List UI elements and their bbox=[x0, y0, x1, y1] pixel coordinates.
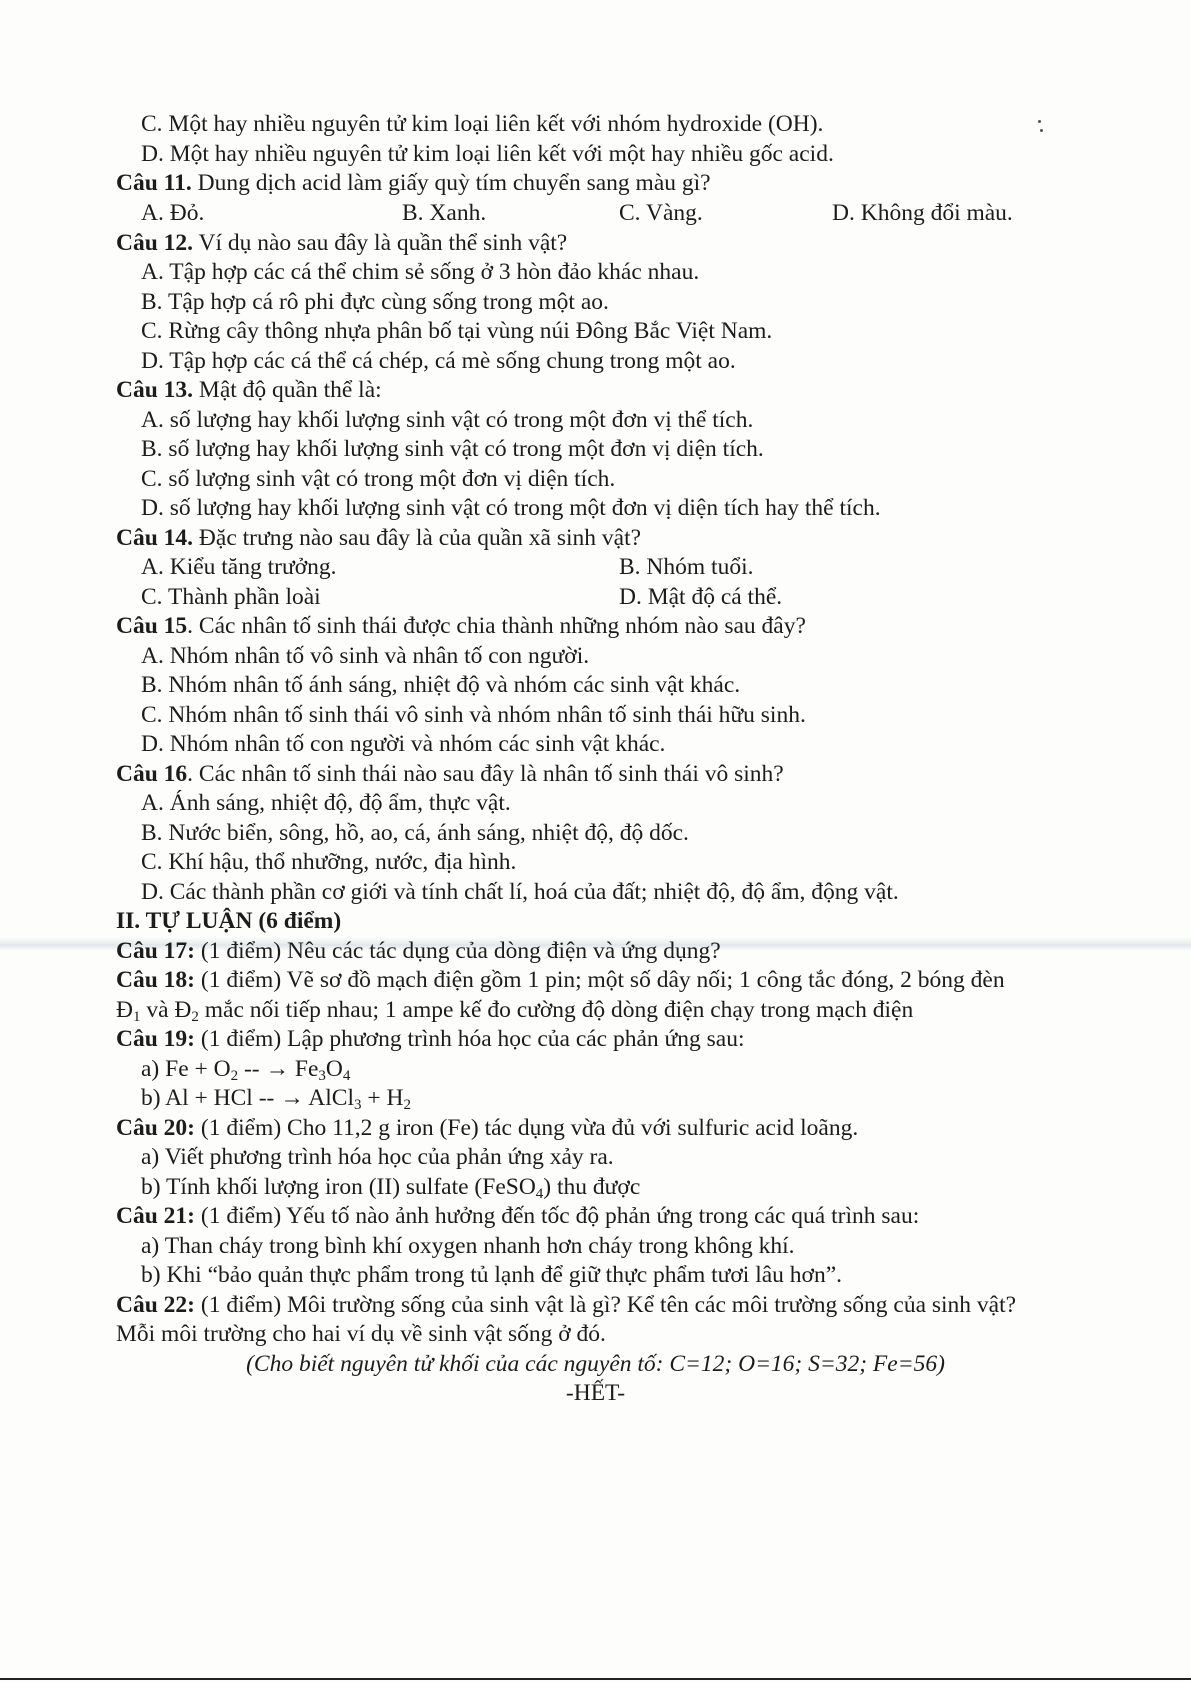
question-15 bbox=[116, 612, 806, 642]
question-19 bbox=[116, 1025, 745, 1055]
q16-option-b: B. Nước biển, sông, hồ, ao, cá, ánh sáng, nhiệt độ, độ dốc. bbox=[141, 820, 689, 846]
question-text: (1 điểm) Nêu các tác dụng của dòng điện và ứng dụng? bbox=[195, 938, 721, 964]
question-text: (1 điểm) Yếu tố nào ảnh hưởng đến tốc độ phản ứng trong các quá trình sau: bbox=[195, 1203, 920, 1229]
q11-option-c: C. Vàng. bbox=[619, 200, 703, 226]
question-text: Ví dụ nào sau đây là quần thể sinh vật? bbox=[193, 230, 568, 256]
q11-option-a: A. Đỏ. bbox=[141, 200, 205, 226]
text-run: và Đ bbox=[140, 997, 192, 1023]
subscript: 2 bbox=[191, 1009, 199, 1025]
q11-option-d: D. Không đổi màu. bbox=[832, 200, 1013, 226]
q15-option-d: D. Nhóm nhân tố con người và nhóm các sinh vật khác. bbox=[141, 731, 666, 757]
question-21 bbox=[116, 1202, 919, 1232]
q13-option-a: A. số lượng hay khối lượng sinh vật có trong một đơn vị thể tích. bbox=[141, 407, 754, 433]
q16-option-c: C. Khí hậu, thổ nhưỡng, nước, địa hình. bbox=[141, 849, 517, 875]
subscript: 3 bbox=[354, 1097, 362, 1113]
question-16 bbox=[116, 760, 784, 790]
question-number: Câu 14. bbox=[116, 525, 194, 551]
scan-speck bbox=[1038, 120, 1041, 123]
question-number: Câu 11. bbox=[116, 170, 192, 196]
q14-option-a: A. Kiểu tăng trưởng. bbox=[141, 554, 337, 580]
text-run: a) Fe + O bbox=[141, 1056, 231, 1082]
text-run: -- → Fe bbox=[238, 1056, 319, 1082]
question-18 bbox=[116, 966, 1005, 996]
q21-part-b: b) Khi “bảo quản thực phẩm trong tủ lạnh để giữ thực phẩm tươi lâu hơn”. bbox=[141, 1262, 843, 1288]
text-run: b) Tính khối lượng iron (II) sulfate (FeSO bbox=[141, 1174, 536, 1200]
question-text: . Các nhân tố sinh thái được chia thành những nhóm nào sau đây? bbox=[187, 613, 806, 639]
question-text: . Các nhân tố sinh thái nào sau đây là nhân tố sinh thái vô sinh? bbox=[187, 761, 784, 787]
text-run: + H bbox=[361, 1085, 404, 1111]
q20-part-a: a) Viết phương trình hóa học của phản ứng xảy ra. bbox=[141, 1144, 614, 1170]
q13-option-c: C. số lượng sinh vật có trong một đơn vị diện tích. bbox=[141, 466, 616, 492]
q14-option-d: D. Mật độ cá thể. bbox=[619, 584, 783, 610]
end-mark: -HẾT- bbox=[565, 1380, 626, 1406]
question-20 bbox=[116, 1114, 858, 1144]
q16-option-a: A. Ánh sáng, nhiệt độ, độ ẩm, thực vật. bbox=[141, 790, 511, 816]
question-text: (1 điểm) Cho 11,2 g iron (Fe) tác dụng vừa đủ với sulfuric acid loãng. bbox=[195, 1115, 859, 1141]
question-number: Câu 22: bbox=[116, 1292, 195, 1318]
question-text: Mật độ quần thể là: bbox=[193, 377, 382, 403]
subscript: 2 bbox=[403, 1097, 411, 1113]
q20-part-b bbox=[141, 1173, 640, 1203]
question-number: Câu 17: bbox=[116, 938, 195, 964]
scan-speck bbox=[1040, 129, 1043, 132]
question-22 bbox=[116, 1291, 1016, 1321]
question-17 bbox=[116, 937, 721, 967]
question-number: Câu 13. bbox=[116, 377, 194, 403]
question-14 bbox=[116, 524, 641, 554]
question-22-line-2: Mỗi môi trường cho hai ví dụ về sinh vật sống ở đó. bbox=[116, 1321, 606, 1347]
question-text: (1 điểm) Vẽ sơ đồ mạch điện gồm 1 pin; một số dây nối; 1 công tắc đóng, 2 bóng đèn bbox=[195, 967, 1005, 993]
text-run: Đ bbox=[116, 997, 133, 1023]
q10-option-c: C. Một hay nhiều nguyên tử kim loại liên kết với nhóm hydroxide (OH). bbox=[141, 111, 824, 137]
question-number: Câu 21: bbox=[116, 1203, 195, 1229]
question-number: Câu 15 bbox=[116, 613, 188, 639]
question-number: Câu 18: bbox=[116, 967, 195, 993]
q13-option-d: D. số lượng hay khối lượng sinh vật có trong một đơn vị diện tích hay thể tích. bbox=[141, 495, 881, 521]
q15-option-c: C. Nhóm nhân tố sinh thái vô sinh và nhóm nhân tố sinh thái hữu sinh. bbox=[141, 702, 806, 728]
q10-option-d: D. Một hay nhiều nguyên tử kim loại liên kết với một hay nhiều gốc acid. bbox=[141, 141, 834, 167]
question-12 bbox=[116, 229, 567, 259]
q14-option-b: B. Nhóm tuổi. bbox=[619, 554, 754, 580]
subscript: 3 bbox=[318, 1068, 326, 1084]
text-run: mắc nối tiếp nhau; 1 ampe kế đo cường độ dòng điện chạy trong mạch điện bbox=[198, 997, 914, 1023]
page-bottom-edge bbox=[0, 1678, 1191, 1680]
q12-option-b: B. Tập hợp cá rô phi đực cùng sống trong một ao. bbox=[141, 289, 609, 315]
q21-part-a: a) Than cháy trong bình khí oxygen nhanh hơn cháy trong không khí. bbox=[141, 1233, 795, 1259]
question-18-line-2 bbox=[116, 996, 913, 1026]
question-number: Câu 19: bbox=[116, 1026, 195, 1052]
q12-option-a: A. Tập hợp các cá thể chim sẻ sống ở 3 hòn đảo khác nhau. bbox=[141, 259, 700, 285]
subscript: 1 bbox=[132, 1009, 141, 1025]
subscript: 4 bbox=[535, 1186, 544, 1202]
text-run: b) Al + HCl -- → AlCl bbox=[141, 1085, 355, 1111]
question-number: Câu 12. bbox=[116, 230, 194, 256]
subscript: 4 bbox=[342, 1068, 351, 1084]
question-11 bbox=[116, 169, 711, 199]
question-text: (1 điểm) Lập phương trình hóa học của các phản ứng sau: bbox=[195, 1026, 745, 1052]
q12-option-c: C. Rừng cây thông nhựa phân bố tại vùng núi Đông Bắc Việt Nam. bbox=[141, 318, 773, 344]
question-number: Câu 16 bbox=[116, 761, 188, 787]
q11-option-b: B. Xanh. bbox=[402, 200, 487, 226]
q19-equation-a bbox=[141, 1055, 350, 1085]
question-text: Đặc trưng nào sau đây là của quần xã sinh vật? bbox=[193, 525, 642, 551]
q16-option-d: D. Các thành phần cơ giới và tính chất lí, hoá của đất; nhiệt độ, độ ẩm, động vật. bbox=[141, 879, 899, 905]
section-heading-essay: II. TỰ LUẬN (6 điểm) bbox=[116, 908, 342, 934]
subscript: 2 bbox=[230, 1068, 239, 1084]
q19-equation-b bbox=[141, 1084, 411, 1114]
text-run: O bbox=[325, 1056, 343, 1082]
text-run: ) thu được bbox=[543, 1174, 641, 1200]
q15-option-b: B. Nhóm nhân tố ánh sáng, nhiệt độ và nhóm các sinh vật khác. bbox=[141, 672, 741, 698]
q12-option-d: D. Tập hợp các cá thể cá chép, cá mè sống chung trong một ao. bbox=[141, 348, 736, 374]
atomic-mass-note: (Cho biết nguyên tử khối của các nguyên tố: C=12; O=16; S=32; Fe=56) bbox=[246, 1351, 945, 1377]
question-text: (1 điểm) Môi trường sống của sinh vật là gì? Kể tên các môi trường sống của sinh vật? bbox=[195, 1292, 1017, 1318]
q13-option-b: B. số lượng hay khối lượng sinh vật có trong một đơn vị diện tích. bbox=[141, 436, 764, 462]
question-13 bbox=[116, 376, 382, 406]
q15-option-a: A. Nhóm nhân tố vô sinh và nhân tố con người. bbox=[141, 643, 590, 669]
question-number: Câu 20: bbox=[116, 1115, 195, 1141]
q14-option-c: C. Thành phần loài bbox=[141, 584, 321, 610]
question-text: Dung dịch acid làm giấy quỳ tím chuyển sang màu gì? bbox=[191, 170, 711, 196]
